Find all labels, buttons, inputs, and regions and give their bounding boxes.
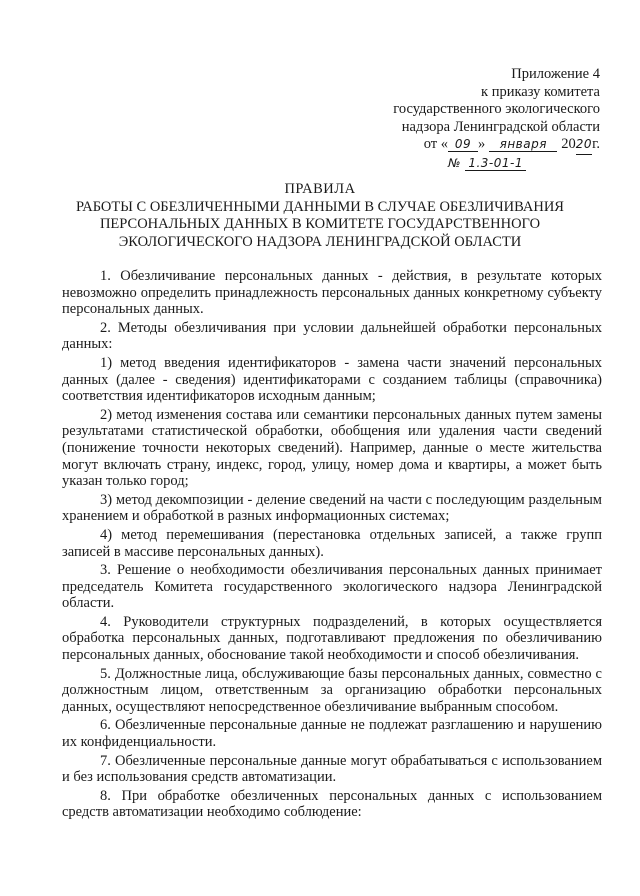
- title-line1: ПРАВИЛА: [284, 181, 356, 197]
- committee-name-line1: государственного экологического: [393, 101, 600, 117]
- number-prefix: №: [448, 155, 462, 170]
- date-quote-close: »: [478, 136, 486, 152]
- title-line2: РАБОТЫ С ОБЕЗЛИЧЕННЫМИ ДАННЫМИ В СЛУЧАЕ ОБЕЗЛИЧИВАНИЯ: [76, 198, 564, 215]
- date-month: января: [489, 138, 557, 152]
- paragraph-2-item-3: 3) метод декомпозиции - деление сведений на части с последующим раздельным хранением и обработкой в разных информационных системах;: [62, 491, 602, 525]
- paragraph-8: 8. При обработке обезличенных персональных данных с использованием средств автоматизации необходимо соблюдение:: [62, 787, 602, 821]
- document-title: [0, 181, 640, 251]
- paragraph-3: 3. Решение о необходимости обезличивания персональных данных принимает председатель Комитета государственного экологического надзора Ленинградской области.: [62, 562, 602, 612]
- date-century: 20: [561, 136, 576, 152]
- order-date: [393, 136, 600, 155]
- paragraph-4: 4. Руководители структурных подразделений, в которых осуществляется обработка персональных данных, подготавливают предложения по обезличиванию персональных данных, обоснование такой необходимости и способ обезличивания.: [62, 613, 602, 664]
- paragraph-1: 1. Обезличивание персональных данных - действия, в результате которых невозможно определить принадлежность персональных данных конкретному субъекту персональных данных.: [62, 268, 602, 318]
- approval-header: [393, 66, 600, 172]
- paragraph-7: 7. Обезличенные персональные данные могут обрабатываться с использованием и без использования средств автоматизации.: [62, 752, 602, 786]
- title-line3: ПЕРСОНАЛЬНЫХ ДАННЫХ В КОМИТЕТЕ ГОСУДАРСТВЕННОГО: [99, 216, 541, 232]
- appendix-label: Приложение 4: [511, 66, 600, 82]
- paragraph-2-item-4: 4) метод перемешивания (перестановка отдельных записей, а также групп записей в массиве персональных данных).: [62, 526, 602, 560]
- date-suffix: г.: [592, 136, 600, 152]
- date-year: 20: [576, 136, 592, 155]
- committee-name-line2: надзора Ленинградской области: [401, 118, 600, 135]
- paragraph-5: 5. Должностные лица, обслуживающие базы персональных данных, совместно с должностным лицом, ответственным за организацию обработки персональных данных, осуществляют непосредственное обезличивание выбранным способом.: [62, 665, 602, 715]
- title-line4: ЭКОЛОГИЧЕСКОГО НАДЗОРА ЛЕНИНГРАДСКОЙ ОБЛАСТИ: [118, 233, 522, 250]
- date-prefix: от «: [423, 136, 449, 152]
- date-day: 09: [448, 138, 478, 152]
- order-reference: к приказу комитета: [481, 83, 600, 100]
- paragraph-6: 6. Обезличенные персональные данные не подлежат разглашению и нарушению их конфиденциальности.: [62, 717, 602, 751]
- paragraph-2-item-2: 2) метод изменения состава или семантики персональных данных путем замены результатами статистической обработки, обобщения или удаления части сведений (понижение точности некоторых сведений). Например, данные о месте жительства могут включать страну, индекс, город, улицу, номер дома и квартиры, а может быть указан только город;: [62, 406, 602, 490]
- paragraph-2: 2. Методы обезличивания при условии дальнейшей обработки персональных данных:: [62, 319, 602, 353]
- order-number: [393, 155, 526, 173]
- paragraph-2-item-1: 1) метод введения идентификаторов - замена части значений персональных данных (далее - сведения) идентификаторами с созданием таблицы (справочника) соответствия идентификаторов исходным данным;: [62, 354, 602, 405]
- number-value: 1.3-01-1: [465, 157, 526, 171]
- document-body: [62, 268, 602, 823]
